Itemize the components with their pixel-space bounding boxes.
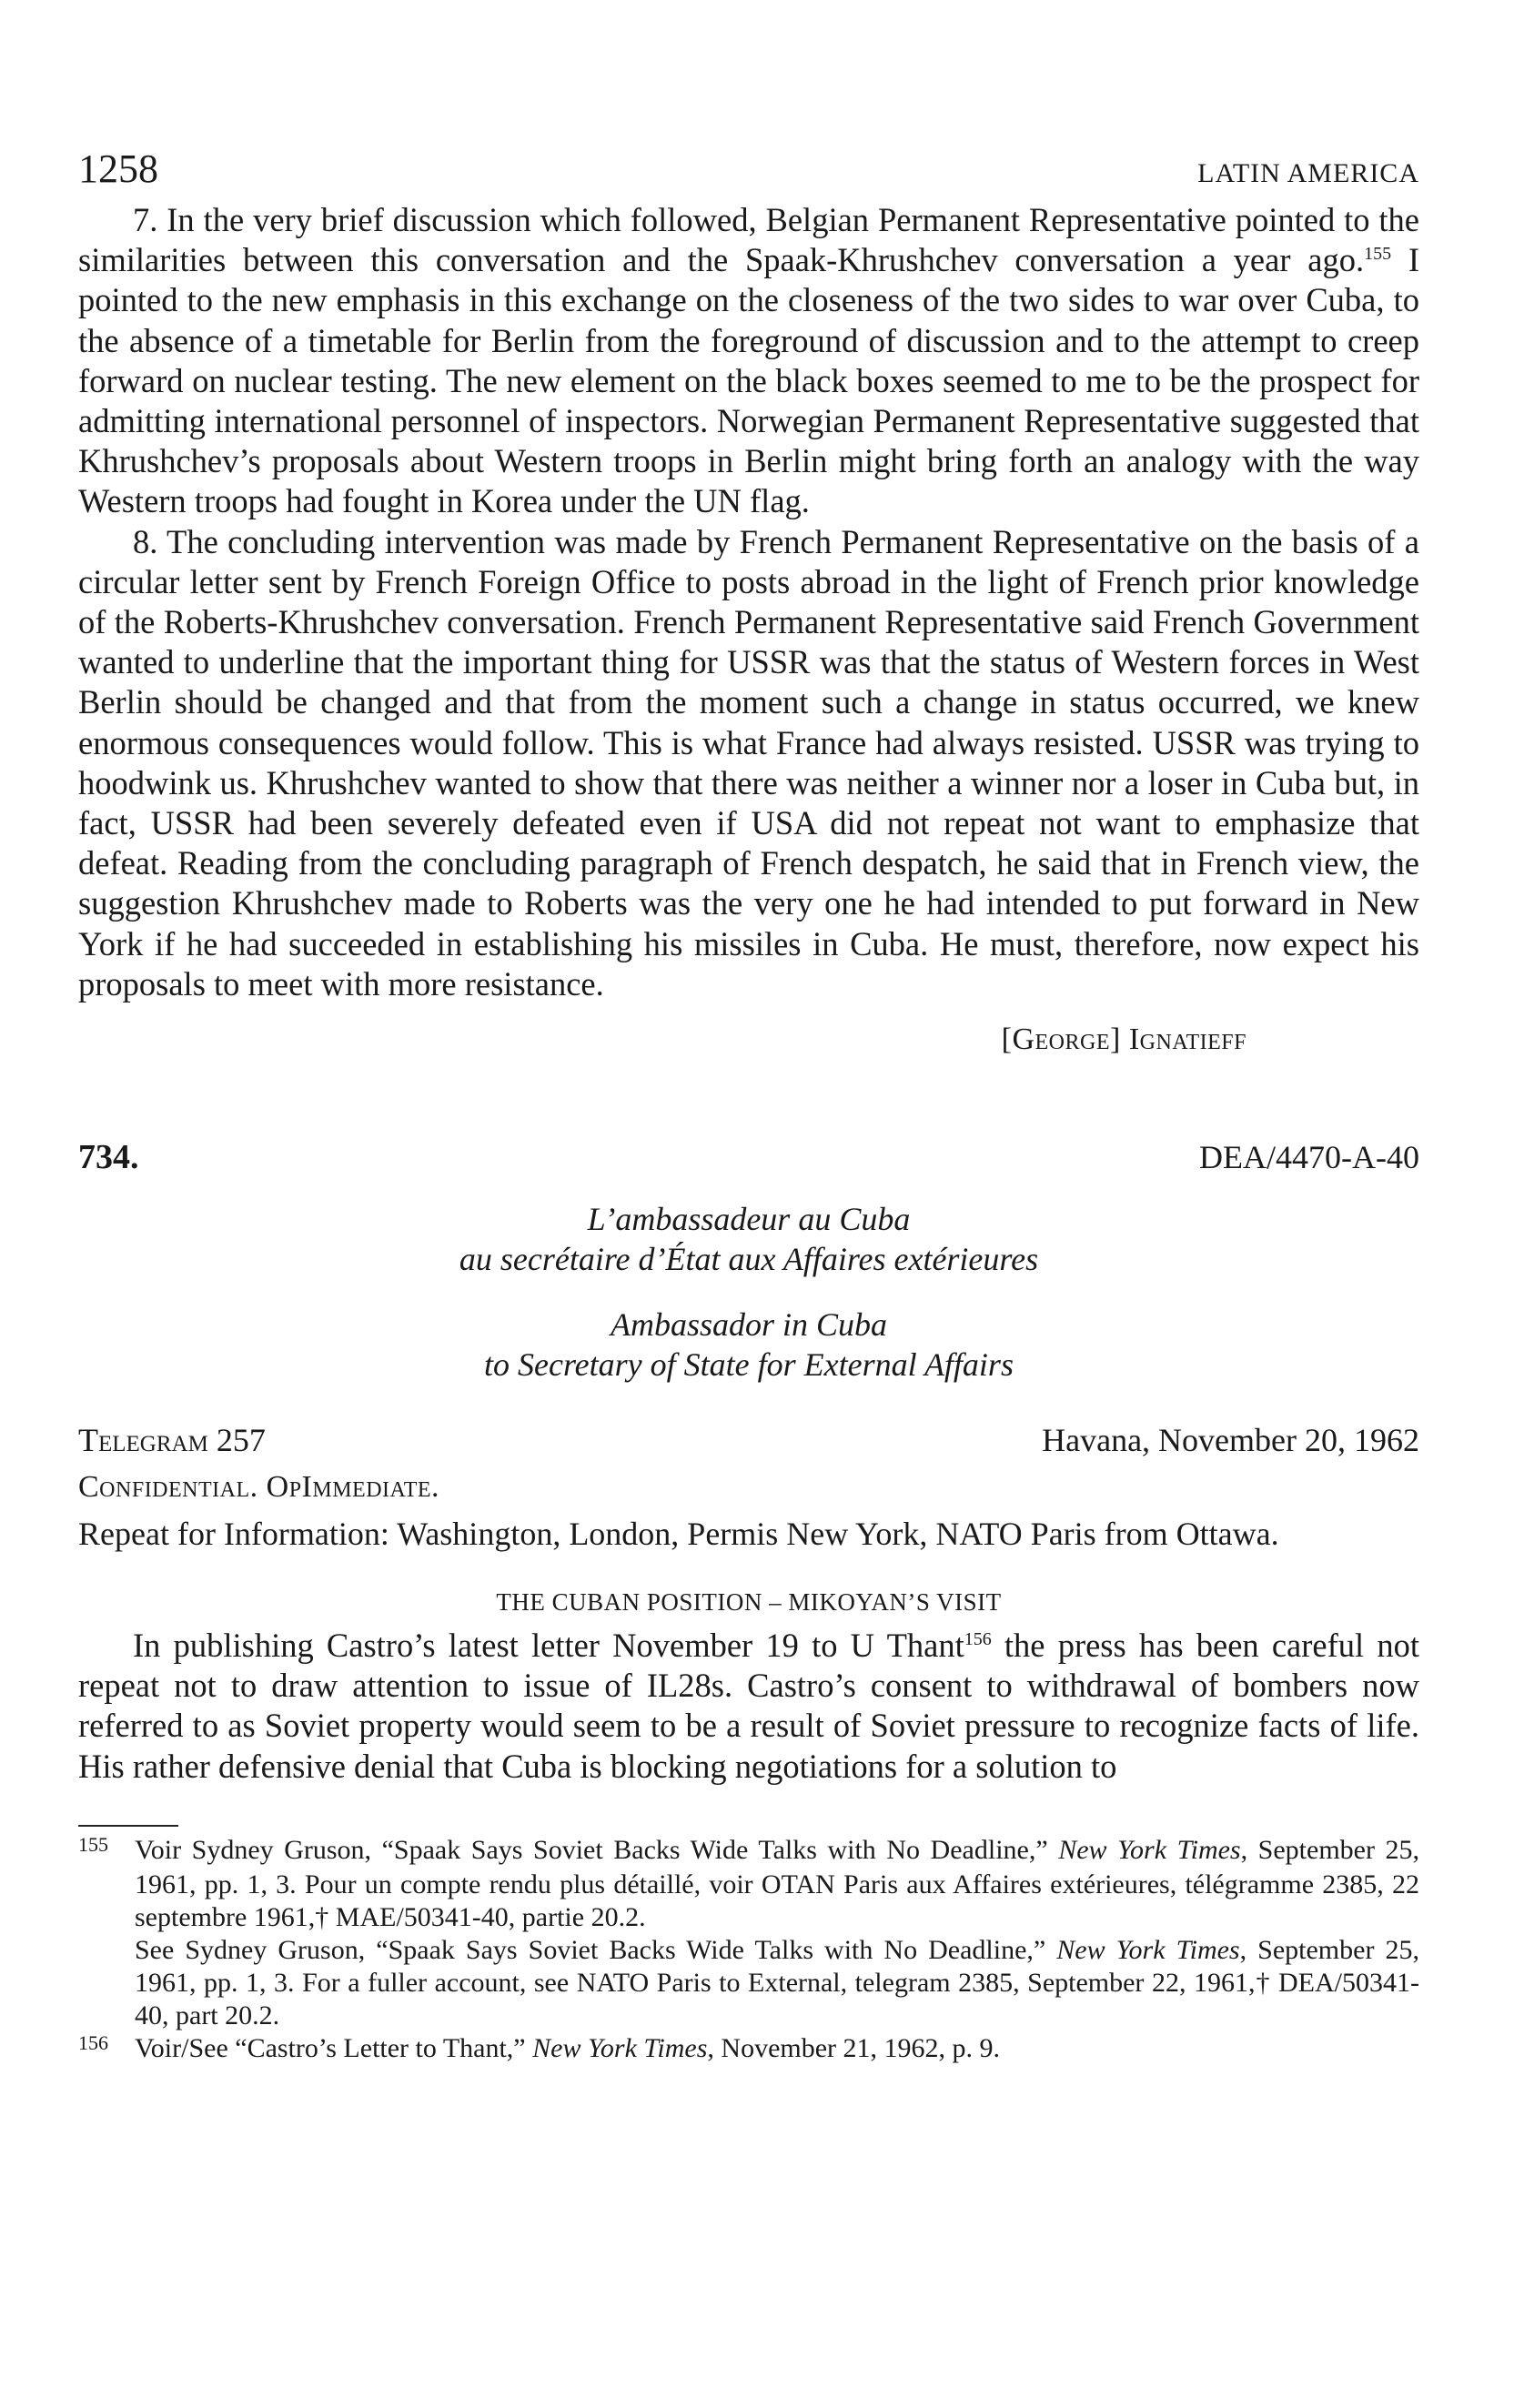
address-french [78,1199,1419,1279]
paragraph-7-text-b: I pointed to the new emphasis in this exchange on the closeness of the two sides to war over Cuba, to the absence of a timetable for Berlin from the foreground of discussion and to the attempt to creep forward on nuclear testing. The new element on the black boxes seemed to me to be the prospect for admitting international personnel of inspectors. Norwegian Permanent Representative suggested that Khrushchev’s proposals about Western troops in Berlin might bring forth an analogy with the way Western troops had fought in Korea under the UN flag. [78,241,1420,520]
footnote-155-french [78,1834,1419,1934]
document-reference: DEA/4470-A-40 [1199,1139,1419,1176]
footnote-156 [78,2032,1419,2067]
footnote-155-english-b: , September 25, 1961, pp. 1, 3. For a fuller account, see NATO Paris to External, telegram 2385, September 22, 1961,† DEA/50341-40, part 20.2. [135,1934,1419,2030]
telegram-line [78,1421,1419,1459]
paragraph-8: 8. The concluding intervention was made by French Permanent Representative on the basis of a circular letter sent by French Foreign Office to posts abroad in the light of French prior knowledge of the Roberts-Khrushchev conversation. French Permanent Representative said French Government wanted to underline that the important thing for USSR was that the status of Western forces in West Berlin should be changed and that from the moment such a change in status occurred, we knew enormous consequences would follow. This is what France had always resisted. USSR was trying to hoodwink us. Khrushchev wanted to show that there was neither a winner nor a loser in Cuba but, in fact, USSR had been severely defeated even if USA did not repeat not want to emphasize that defeat. Reading from the concluding paragraph of French despatch, he said that in French view, the suggestion Khrushchev made to Roberts was the very one he had intended to put forward in New York if he had succeeded in establishing his missiles in Cuba. He must, therefore, now expect his proposals to meet with more resistance. [78,522,1419,1002]
page-number: 1258 [78,146,158,191]
footnote-ref-156: 156 [964,1628,992,1649]
address-english [78,1305,1419,1385]
footnote-ref-155: 155 [1364,244,1392,265]
paragraph-7-text-a: 7. In the very brief discussion which followed, Belgian Permanent Representative pointed to the similarities between this conversation and the Spaak-Khrushchev conversation a year ago. [78,201,1419,279]
running-head [78,146,1419,200]
telegram-text-a: In publishing Castro’s latest letter November 19 to U Thant [133,1627,964,1665]
subheading: THE CUBAN POSITION – MIKOYAN’S VISIT [496,1588,1002,1617]
document-header [78,1137,1419,1177]
paragraph-7 [78,200,1419,522]
body-text [78,200,1419,1004]
footnote-156-publication: New York Times [532,2032,708,2063]
footnote-155-english-a: See Sydney Gruson, “Spaak Says Soviet Backs Wide Talks with No Deadline,” [135,1934,1057,1965]
telegram-text-b: the press has been careful not repeat not to draw attention to issue of IL28s. Castro’s consent to withdrawal of bombers now referred to as Soviet property would seem to be a result of Soviet pressure to recognize facts of life. His rather defensive denial that Cuba is blocking negotiations for a solution to [78,1627,1419,1785]
footnote-155-french-publication: New York Times [1058,1834,1241,1865]
section-title: LATIN AMERICA [1197,158,1419,188]
footnote-155-english-publication: New York Times [1056,1934,1240,1965]
telegram-paragraph [78,1626,1419,1787]
footnote-155-french-b: , September 25, 1961, pp. 1, 3. Pour un compte rendu plus détaillé, voir OTAN Paris aux Affaires extérieures, télégramme 2385, 22 septembre 1961,† MAE/50341-40, partie 20.2. [135,1834,1420,1932]
sender-english: Ambassador in Cuba [610,1306,888,1344]
footnote-156-b: , November 21, 1962, p. 9. [707,2032,1001,2063]
place-date: Havana, November 20, 1962 [1042,1422,1419,1459]
repeat-for-information: Repeat for Information: Washington, London, Permis New York, NATO Paris from Ottawa. [78,1516,1279,1553]
footnotes [78,1834,1419,2067]
footnote-155-number: 155 [78,1832,108,1856]
telegram-body [78,1626,1419,1787]
telegram-number: Telegram 257 [78,1422,266,1459]
footnote-156-a: Voir/See “Castro’s Letter to Thant,” [135,2032,533,2063]
signature: [George] Ignatieff [1001,1023,1247,1057]
footnote-155-english [78,1934,1419,2032]
page [78,146,1419,2067]
classification: Confidential. OpImmediate. [78,1470,440,1505]
document-number: 734. [78,1138,139,1177]
footnote-155-french-a: Voir Sydney Gruson, “Spaak Says Soviet Backs Wide Talks with No Deadline,” [135,1834,1059,1865]
sender-french: L’ambassadeur au Cuba [587,1201,911,1238]
recipient-french: au secrétaire d’État aux Affaires extérieures [459,1241,1039,1278]
footnote-156-number: 156 [78,2030,108,2054]
footnote-rule [78,1825,178,1827]
recipient-english: to Secretary of State for External Affairs [484,1346,1014,1384]
